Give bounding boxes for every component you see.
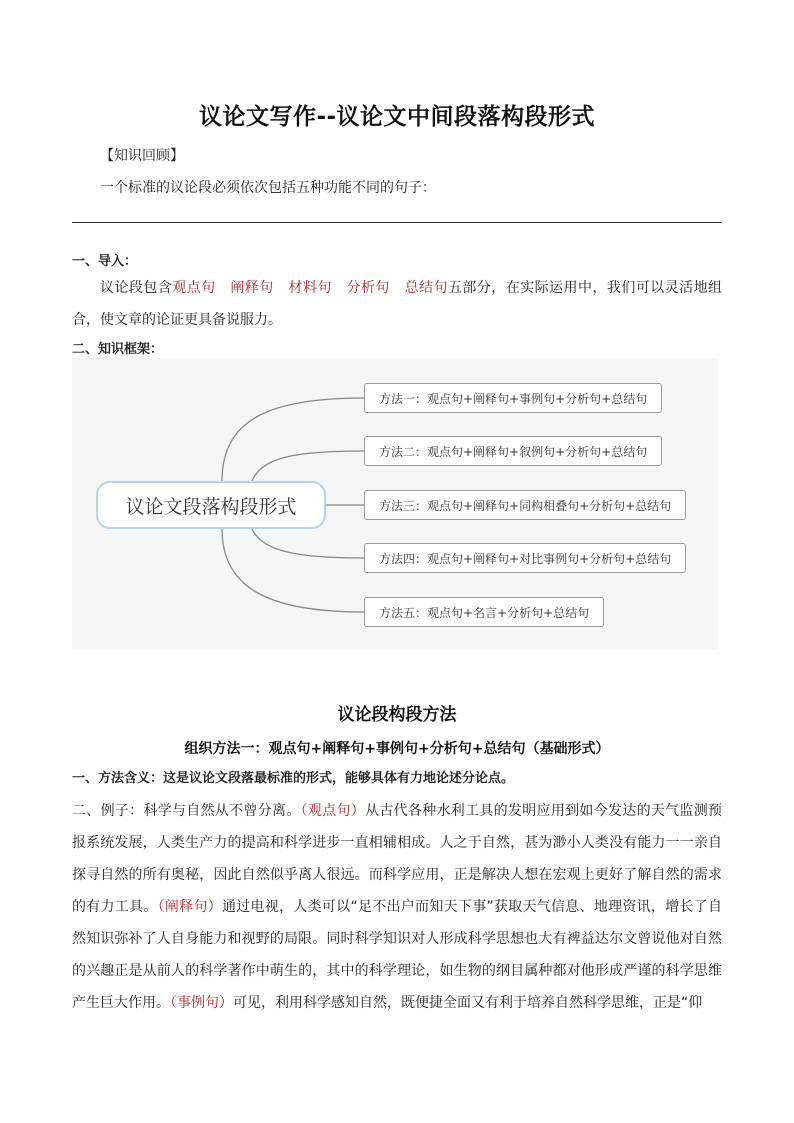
tag-example: （事例句）: [170, 995, 233, 1011]
method-node-5: 方法五：观点句+名言+分析句+总结句: [364, 597, 604, 627]
example-sentence-3: 通过电视，人类可以“足不出户而知天下事”获取天气信息、地理资讯，增长了自然知识弥补了人自身能力和视野的局限。同时科学知识对人形成科学思想也大有裨益达尔文曾说他对自然的兴趣正是从前人的科学著作中萌生的，其中的科学理论，如生物的纲目属种都对他形成严谨的科学思维产生巨大作用。: [72, 899, 723, 1011]
example-sentence-4: 可见，利用科学感知自然，既便捷全面又有利于培养自然科学思维，正是“仰: [233, 995, 703, 1011]
method-meaning: 一、方法含义：这是议论文段落最标准的形式，能够具体有力地论述分论点。: [72, 771, 515, 786]
term-analysis: 分析句: [346, 280, 390, 296]
mind-map-center: 议论文段落构段形式: [96, 481, 326, 529]
example-paragraph: [72, 795, 722, 1019]
term-viewpoint: 观点句: [172, 280, 216, 296]
term-explanation: 阐释句: [230, 280, 274, 296]
review-label: 【知识回顾】: [100, 148, 184, 164]
intro-text: 一个标准的议论段必须依次包括五种功能不同的句子：: [100, 180, 436, 196]
method-one-heading: 组织方法一：观点句+阐释句+事例句+分析句+总结句（基础形式）: [184, 741, 610, 757]
intro-paragraph: [72, 272, 722, 336]
method-node-2: 方法二：观点句+阐释句+叙例句+分析句+总结句: [364, 436, 662, 466]
branch-line-1: [222, 398, 364, 481]
method-node-4: 方法四：观点句+阐释句+对比事例句+分析句+总结句: [364, 543, 686, 573]
p1-lead: 议论段包含: [100, 280, 173, 296]
branch-line-2: [252, 451, 364, 481]
answer-line: [72, 222, 722, 223]
method-node-1: 方法一：观点句+阐释句+事例句+分析句+总结句: [364, 383, 662, 413]
page-title: 议论文写作--议论文中间段落构段形式: [198, 104, 596, 130]
tag-explanation: （阐释句）: [157, 899, 222, 915]
mind-map: [72, 358, 718, 650]
section-heading-intro: 一、导入：: [72, 254, 138, 269]
method-node-3: 方法三：观点句+阐释句+同构相叠句+分析句+总结句: [364, 490, 686, 520]
term-summary: 总结句: [404, 280, 448, 296]
example-sentence-2: 从古代各种水利工具的发明应用到如今发达的天气监测预报系统发展，人类生产力的提高和科学进步一直相辅相成。人之于自然，甚为渺小人类没有能力一一亲自探寻自然的所有奥秘，因此自然似乎离人很远。而科学应用，正是解决人想在宏观上更好了解自然的需求的有力工具。: [72, 803, 723, 915]
branch-line-5: [222, 529, 364, 612]
tag-viewpoint: （观点句）: [300, 803, 366, 819]
branch-line-4: [252, 529, 364, 558]
section-heading-framework: 二、知识框架：: [72, 342, 164, 357]
term-material: 材料句: [288, 280, 332, 296]
p1-tail: 五部分，在实际运用中，我们可以灵活地组合，使文章的论证更具备说服力。: [72, 280, 723, 328]
example-sentence-1: 二、例子：科学与自然从不曾分离。: [72, 803, 301, 819]
method-section-title: 议论段构段方法: [337, 705, 457, 725]
